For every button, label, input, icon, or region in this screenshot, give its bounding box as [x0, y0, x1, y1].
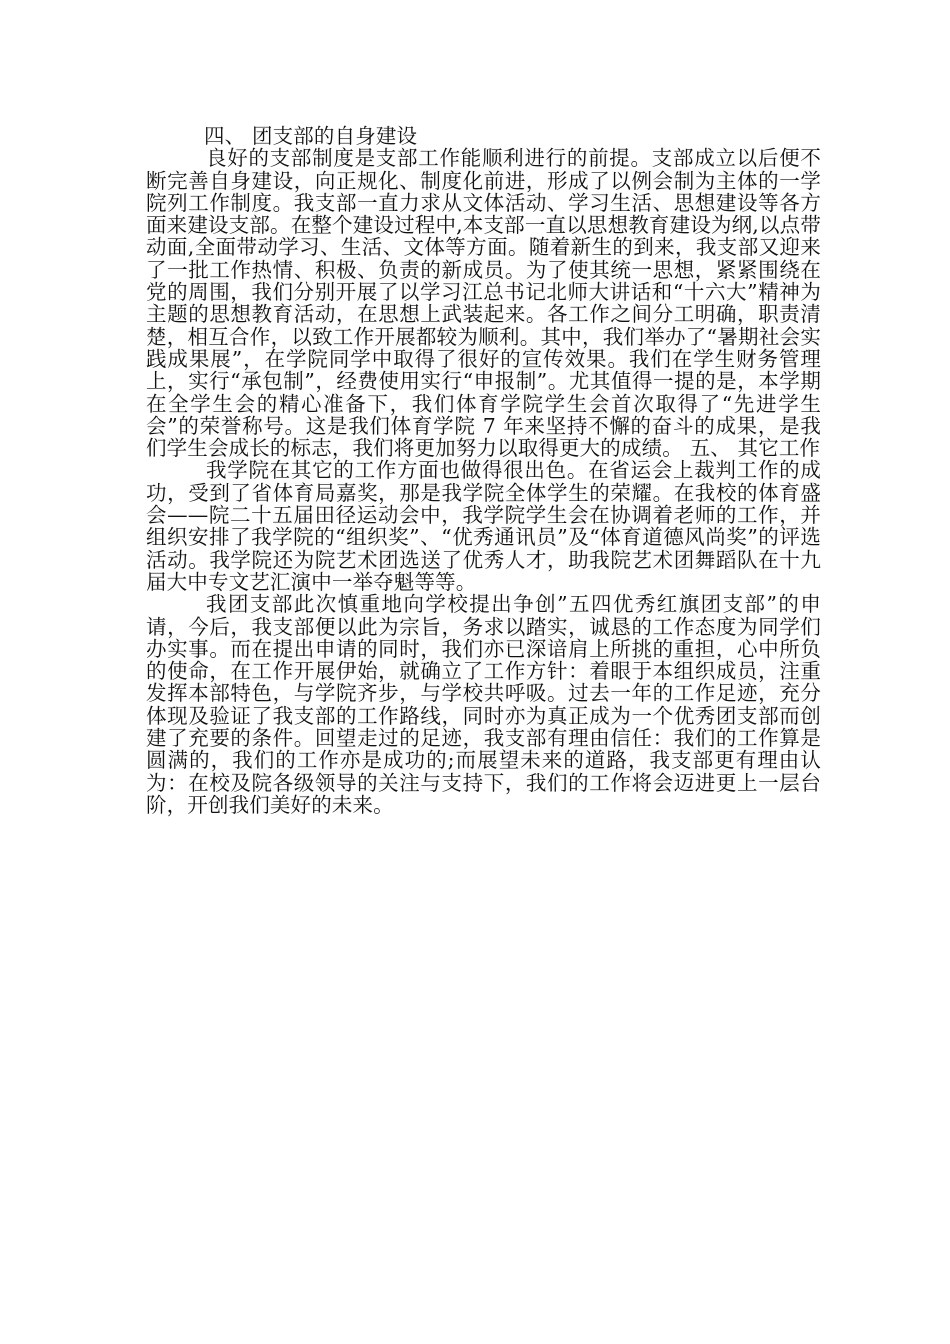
paragraph-other-work: 我学院在其它的工作方面也做得很出色。在省运会上裁判工作的成功，受到了省体育局嘉奖，那是我学院全体学生的荣耀。在我校的体育盛会——院二十五届田径运动会中，我学院学生会在协调着老师的工作，并组织安排了我学院的“组织奖”、“优秀通讯员”及“体育道德风尚奖”的评选活动。我学院还为院艺术团选送了优秀人才，助我院艺术团舞蹈队在十九届大中专文艺汇演中一举夺魁等等。: [146, 458, 821, 594]
document-body: [146, 125, 821, 816]
paragraph-application: 我团支部此次慎重地向学校提出争创”五四优秀红旗团支部”的申请，今后，我支部便以此为宗旨，务求以踏实，诚恳的工作态度为同学们办实事。而在提出申请的同时，我们亦已深谙肩上所挑的重担，心中所负的使命，在工作开展伊始，就确立了工作方针：着眼于本组织成员，注重发挥本部特色，与学院齐步，与学校共呼吸。过去一年的工作足迹，充分体现及验证了我支部的工作路线，同时亦为真正成为一个优秀团支部而创建了充要的条件。回望走过的足迹，我支部有理由信任：我们的工作算是圆满的，我们的工作亦是成功的;而展望未来的道路，我支部更有理由认为：在校及院各级领导的关注与支持下，我们的工作将会迈进更上一层台阶，开创我们美好的未来。: [146, 592, 821, 817]
section-heading-5: 五、 其它工作: [682, 436, 821, 461]
paragraph-self-building-text: 良好的支部制度是支部工作能顺利进行的前提。支部成立以后便不断完善自身建设，向正规化、制度化前进，形成了以例会制为主体的一学院列工作制度。我支部一直力求从文体活动、学习生活、思想建设等各方面来建设支部。在整个建设过程中,本支部一直以思想教育建设为纲,以点带动面,全面带动学习、生活、文体等方面。随着新生的到来，我支部又迎来了一批工作热情、积极、负责的新成员。为了使其统一思想，紧紧围绕在党的周围，我们分别开展了以学习江总书记北师大讲话和“十六大”精神为主题的思想教育活动，在思想上武装起来。各工作之间分工明确，职责清楚，相互合作，以致工作开展都较为顺利。其中，我们举办了“暑期社会实践成果展”，在学院同学中取得了很好的宣传效果。我们在学生财务管理上，实行“承包制”，经费使用实行“申报制”。尤其值得一提的是，本学期在全学生会的精心准备下，我们体育学院学生会首次取得了“先进学生会”的荣誉称号。这是我们体育学院 7 年来坚持不懈的奋斗的成果，是我们学生会成长的标志，我们将更加努力以取得更大的成绩。: [146, 146, 821, 461]
section-heading-4: 四、 团支部的自身建设: [204, 124, 418, 148]
paragraph-self-building: [146, 147, 821, 459]
